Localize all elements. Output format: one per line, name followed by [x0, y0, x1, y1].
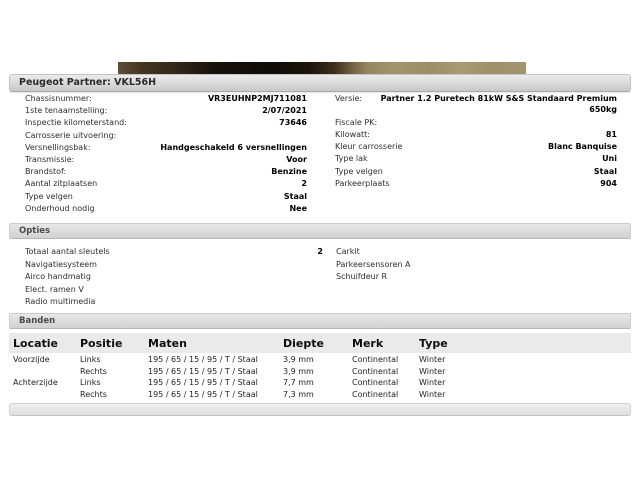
column-header-maten: Maten	[148, 336, 187, 350]
detail-row-kilometerstand	[25, 117, 307, 129]
detail-label: Carrosserie uitvoering:	[25, 130, 117, 140]
cell-locatie	[13, 389, 80, 401]
column-header-merk: Merk	[352, 336, 384, 350]
cell-maten: 195 / 65 / 15 / 95 / T / Staal	[148, 366, 258, 376]
detail-value: Benzine	[271, 167, 307, 177]
cell-merk: Continental	[352, 389, 399, 399]
cell-type: Winter	[419, 378, 446, 387]
detail-label: Parkeerplaats	[335, 178, 390, 188]
detail-value: Handgeschakeld 6 versnellingen	[160, 142, 307, 152]
cell-merk: Continental	[352, 366, 399, 376]
cell-positie: Links	[80, 378, 101, 387]
optie-label: Carkit	[336, 247, 360, 256]
cell-maten: 195 / 65 / 15 / 95 / T / Staal	[148, 389, 258, 399]
optie-label: Elect. ramen V	[25, 284, 84, 294]
optie-item	[336, 246, 616, 259]
detail-row-kleur	[335, 141, 617, 153]
optie-label: Schuifdeur R	[336, 272, 388, 282]
detail-row-transmissie	[25, 154, 307, 166]
tyre-table-row	[9, 366, 631, 378]
cell-locatie: Achterzijde	[13, 378, 58, 387]
detail-label: Aantal zitplaatsen	[25, 179, 98, 189]
cell-positie: Links	[80, 355, 101, 364]
footer-bar	[9, 403, 631, 416]
detail-row-fiscale-pk	[335, 117, 617, 129]
banden-section-title: Banden	[19, 316, 56, 326]
detail-row-parkeerplaats	[335, 178, 617, 190]
detail-label: Inspectie kilometerstand:	[25, 118, 127, 128]
detail-value: 2/07/2021	[262, 106, 307, 116]
cell-merk: Continental	[352, 355, 399, 364]
optie-value: 2	[317, 247, 323, 256]
detail-label: Kilowatt:	[335, 130, 370, 140]
tyre-table-row	[9, 389, 631, 401]
detail-value: Uni	[602, 154, 617, 164]
optie-value	[97, 259, 323, 272]
detail-row-kilowatt	[335, 129, 617, 141]
optie-value	[84, 284, 323, 297]
tyre-table-row	[9, 354, 631, 366]
details-left-column	[25, 93, 307, 215]
detail-label: Fiscale PK:	[335, 117, 378, 127]
vehicle-title-bar	[9, 74, 631, 92]
cell-positie: Rechts	[80, 366, 107, 376]
detail-label: Kleur carrosserie	[335, 142, 403, 152]
detail-value: Blanc Banquise	[547, 142, 617, 152]
detail-label: Brandstof:	[25, 167, 67, 177]
page-title: Peugeot Partner: VKL56H	[19, 77, 157, 88]
cell-diepte: 3,9 mm	[283, 366, 314, 376]
detail-row-chassisnummer	[25, 93, 307, 105]
detail-value: 904	[600, 178, 617, 188]
cell-type: Winter	[419, 389, 446, 399]
detail-value: Voor	[286, 155, 307, 165]
detail-row-zitplaatsen	[25, 178, 307, 190]
column-header-diepte: Diepte	[283, 336, 324, 350]
optie-label: Airco handmatig	[25, 272, 91, 282]
detail-value-line2: 650kg	[589, 105, 617, 115]
cell-positie: Rechts	[80, 389, 107, 399]
detail-value: 2	[301, 179, 307, 189]
detail-value: 73646	[279, 118, 307, 128]
detail-label: Versnellingsbak:	[25, 142, 91, 152]
optie-label: Radio multimedia	[25, 297, 96, 307]
opties-right-list	[336, 246, 616, 284]
detail-label: Type velgen	[25, 191, 73, 201]
optie-item	[25, 259, 323, 272]
column-header-locatie: Locatie	[13, 336, 58, 350]
optie-item	[336, 271, 616, 284]
cell-maten: 195 / 65 / 15 / 95 / T / Staal	[148, 378, 258, 387]
detail-row-type-velgen	[25, 191, 307, 203]
optie-label: Totaal aantal sleutels	[25, 247, 110, 256]
detail-value: VR3EUHNP2MJ711081	[207, 94, 307, 103]
optie-item	[25, 284, 323, 297]
detail-value: 81	[605, 130, 617, 140]
tyre-table-header-row	[9, 333, 631, 353]
cell-diepte: 7,7 mm	[283, 378, 314, 387]
cell-locatie: Voorzijde	[13, 355, 50, 364]
cell-merk: Continental	[352, 378, 399, 387]
detail-value: Nee	[289, 203, 307, 213]
column-header-positie: Positie	[80, 336, 123, 350]
column-header-type: Type	[419, 336, 448, 350]
optie-value	[95, 296, 323, 309]
cell-type: Winter	[419, 355, 446, 364]
cell-type: Winter	[419, 366, 446, 376]
cell-locatie	[13, 366, 80, 378]
vehicle-photo-strip	[118, 62, 526, 74]
detail-row-carrosserie	[25, 130, 307, 142]
detail-label: 1ste tenaamstelling:	[25, 106, 108, 116]
cell-diepte: 7,3 mm	[283, 389, 314, 399]
detail-value	[385, 117, 617, 129]
detail-row-type-lak	[335, 153, 617, 165]
tyre-table-row	[9, 377, 631, 389]
detail-label: Type lak	[335, 154, 368, 164]
optie-label: Parkeersensoren A	[336, 259, 411, 269]
detail-row-onderhoud	[25, 203, 307, 215]
optie-value	[91, 271, 323, 284]
opties-section-header	[9, 223, 631, 239]
cell-diepte: 3,9 mm	[283, 355, 314, 364]
detail-label: Versie:	[335, 94, 363, 103]
tyre-table-body	[9, 354, 631, 400]
detail-value: Staal	[593, 166, 617, 176]
detail-value	[124, 130, 307, 142]
detail-row-versie	[335, 93, 617, 116]
cell-maten: 195 / 65 / 15 / 95 / T / Staal	[148, 355, 258, 364]
optie-item	[336, 259, 616, 272]
detail-row-tenaamstelling	[25, 105, 307, 117]
detail-row-brandstof	[25, 166, 307, 178]
detail-label: Onderhoud nodig	[25, 203, 95, 213]
optie-item	[25, 271, 323, 284]
optie-label: Navigatiesysteem	[25, 259, 97, 269]
detail-label: Chassisnummer:	[25, 94, 92, 103]
optie-item	[25, 246, 323, 259]
detail-row-type-velgen-r	[335, 166, 617, 178]
optie-item	[25, 296, 323, 309]
detail-row-versnellingsbak	[25, 142, 307, 154]
opties-left-list	[25, 246, 323, 309]
detail-label: Transmissie:	[25, 155, 75, 165]
details-right-column	[335, 93, 617, 190]
detail-label: Type velgen	[335, 166, 383, 176]
detail-value: Staal	[283, 191, 307, 201]
banden-section-header	[9, 313, 631, 329]
detail-value: Partner 1.2 Puretech 81kW S&S Standaard Premium	[380, 94, 617, 103]
opties-section-title: Opties	[19, 226, 51, 236]
